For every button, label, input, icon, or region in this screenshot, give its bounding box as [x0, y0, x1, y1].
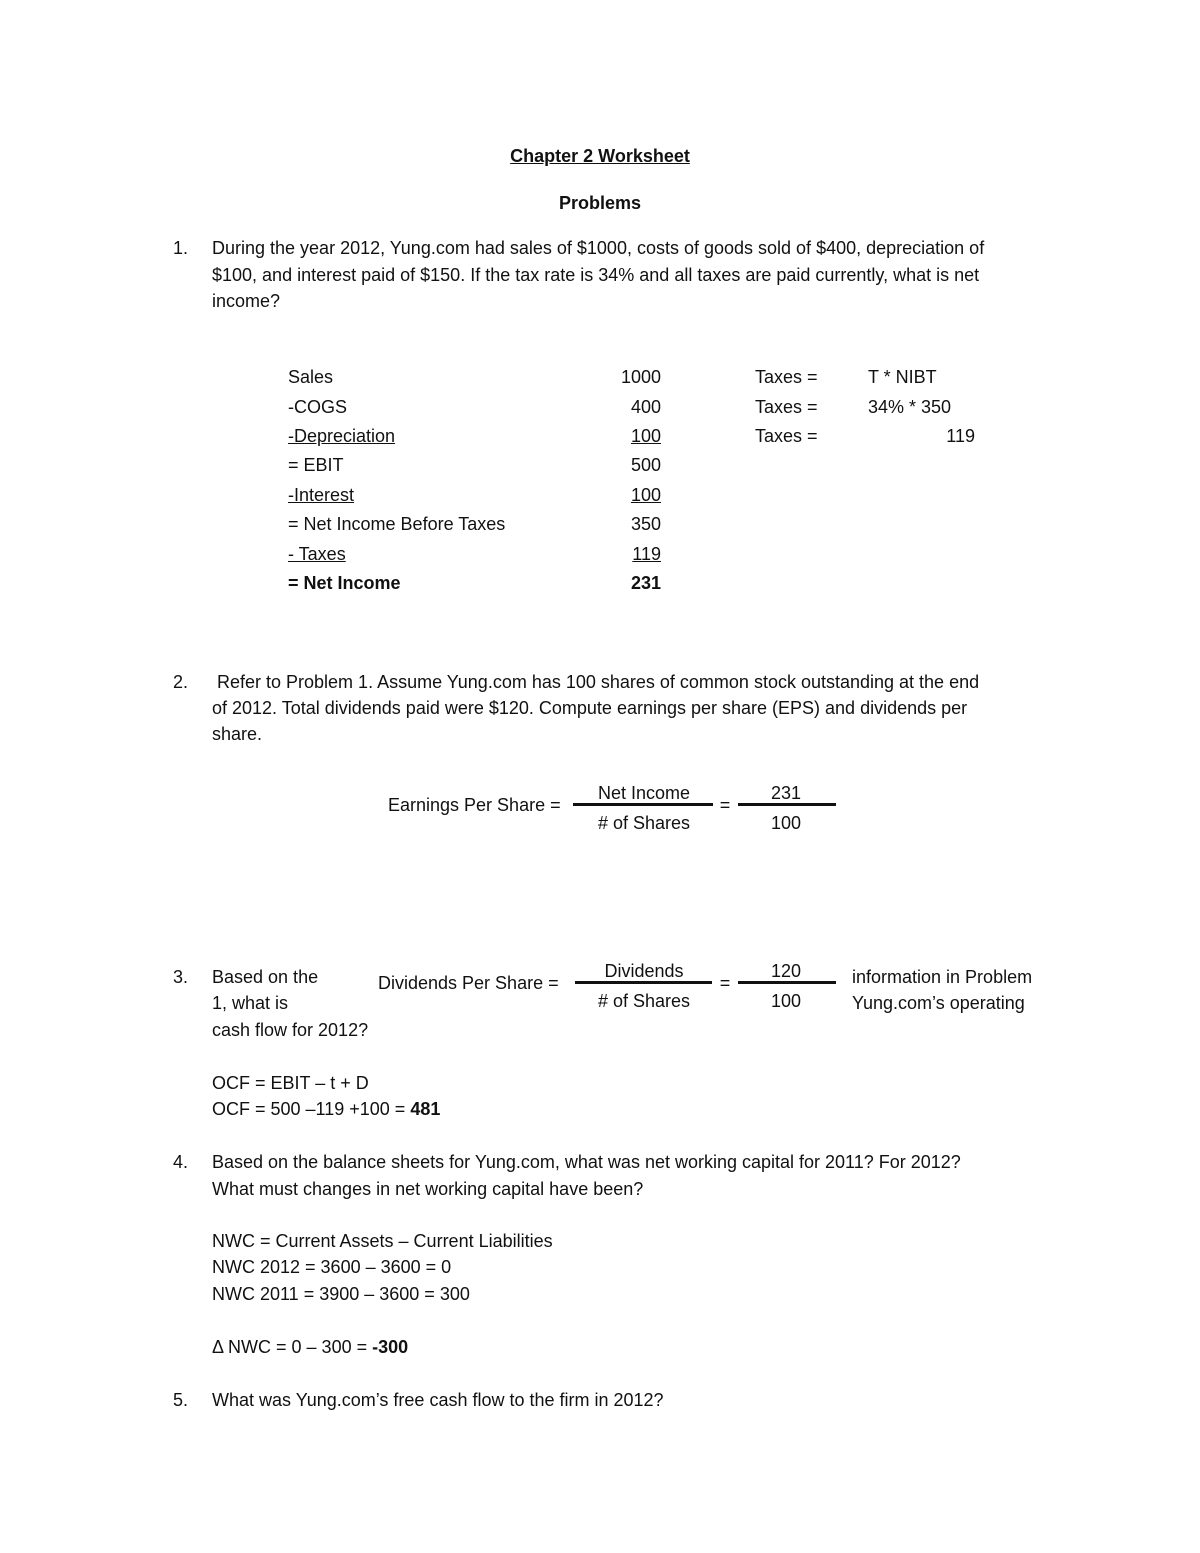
table-row-value: 400	[630, 397, 661, 417]
eps-label: Earnings Per Share =	[388, 795, 561, 815]
ocf-result: 481	[410, 1099, 441, 1119]
table-row-label: -Interest	[288, 485, 355, 505]
q3-text-line: Yung.com’s operating	[852, 993, 1025, 1013]
table-row-value: 350	[630, 514, 661, 534]
fraction-bar	[575, 981, 712, 984]
dps-numerator-value: 120	[770, 961, 802, 981]
eps-numerator: Net Income	[597, 783, 691, 803]
delta-nwc-text: Δ NWC = 0 – 300 =	[212, 1337, 373, 1357]
q4-text-line: What must changes in net working capital have been?	[212, 1179, 644, 1199]
eps-numerator-value: 231	[770, 783, 802, 803]
q1-number: 1.	[173, 238, 189, 258]
fraction-bar	[738, 803, 836, 806]
fraction-bar	[738, 981, 836, 984]
dps-numerator: Dividends	[604, 961, 684, 981]
section-heading: Problems	[558, 193, 642, 213]
dps-denominator: # of Shares	[597, 991, 691, 1011]
taxes-formula: T * NIBT	[868, 367, 937, 387]
q1-text-line: During the year 2012, Yung.com had sales of $1000, costs of goods sold of $400, depreciation of	[212, 238, 985, 258]
taxes-label: Taxes =	[755, 397, 818, 417]
table-row-value: 100	[630, 485, 661, 505]
equals-sign: =	[719, 795, 731, 815]
q2-number: 2.	[173, 672, 189, 692]
table-row-label: -Depreciation	[288, 426, 396, 446]
eps-denominator: # of Shares	[597, 813, 691, 833]
ocf-calculation	[212, 1098, 440, 1120]
eps-denominator-value: 100	[770, 813, 802, 833]
q2-text-line: share.	[212, 724, 263, 744]
taxes-label: Taxes =	[755, 367, 818, 387]
q5-number: 5.	[173, 1390, 189, 1410]
taxes-label: Taxes =	[755, 426, 818, 446]
taxes-result: 119	[946, 426, 975, 446]
q2-text-line: of 2012. Total dividends paid were $120. Compute earnings per share (EPS) and dividends per	[212, 698, 968, 718]
q3-text-line: Based on the	[212, 967, 319, 987]
equals-sign: =	[719, 973, 731, 993]
nwc-2011: NWC 2011 = 3900 – 3600 = 300	[212, 1284, 470, 1304]
dps-label: Dividends Per Share =	[378, 973, 559, 993]
delta-nwc-result: -300	[372, 1337, 409, 1357]
nwc-formula: NWC = Current Assets – Current Liabilities	[212, 1231, 553, 1251]
q3-text-line: cash flow for 2012?	[212, 1020, 369, 1040]
q4-text-line: Based on the balance sheets for Yung.com, what was net working capital for 2011? For 2012?	[212, 1152, 961, 1172]
q4-number: 4.	[173, 1152, 189, 1172]
nwc-2012: NWC 2012 = 3600 – 3600 = 0	[212, 1257, 452, 1277]
ocf-calculation-text: OCF = 500 –119 +100 =	[212, 1099, 411, 1119]
q2-text-line: Refer to Problem 1. Assume Yung.com has 100 shares of common stock outstanding at the end	[217, 672, 980, 692]
table-row-label: = EBIT	[288, 455, 344, 475]
table-row-value: 119	[632, 544, 661, 564]
table-row-value: 100	[630, 426, 661, 446]
q5-text: What was Yung.com’s free cash flow to the firm in 2012?	[212, 1390, 664, 1410]
table-row-label: -COGS	[288, 397, 348, 417]
dps-denominator-value: 100	[770, 991, 802, 1011]
fraction-bar	[573, 803, 713, 806]
q3-text-line: 1, what is	[212, 993, 289, 1013]
table-row-label: Sales	[288, 367, 334, 387]
table-row-value: 1000	[620, 367, 661, 387]
q3-text-line: information in Problem	[852, 967, 1033, 987]
table-row-value: 500	[630, 455, 661, 475]
page-title: Chapter 2 Worksheet	[510, 146, 690, 166]
q3-number: 3.	[173, 967, 189, 987]
taxes-formula: 34% * 350	[868, 397, 952, 417]
delta-nwc	[212, 1336, 408, 1358]
ocf-formula: OCF = EBIT – t + D	[212, 1073, 369, 1093]
table-row-value: 231	[630, 573, 661, 593]
table-row-label: = Net Income Before Taxes	[288, 514, 506, 534]
q1-text-line: income?	[212, 291, 281, 311]
table-row-label: - Taxes	[288, 544, 346, 564]
table-row-label: = Net Income	[288, 573, 401, 593]
q1-text-line: $100, and interest paid of $150. If the tax rate is 34% and all taxes are paid currently, what is net	[212, 265, 980, 285]
